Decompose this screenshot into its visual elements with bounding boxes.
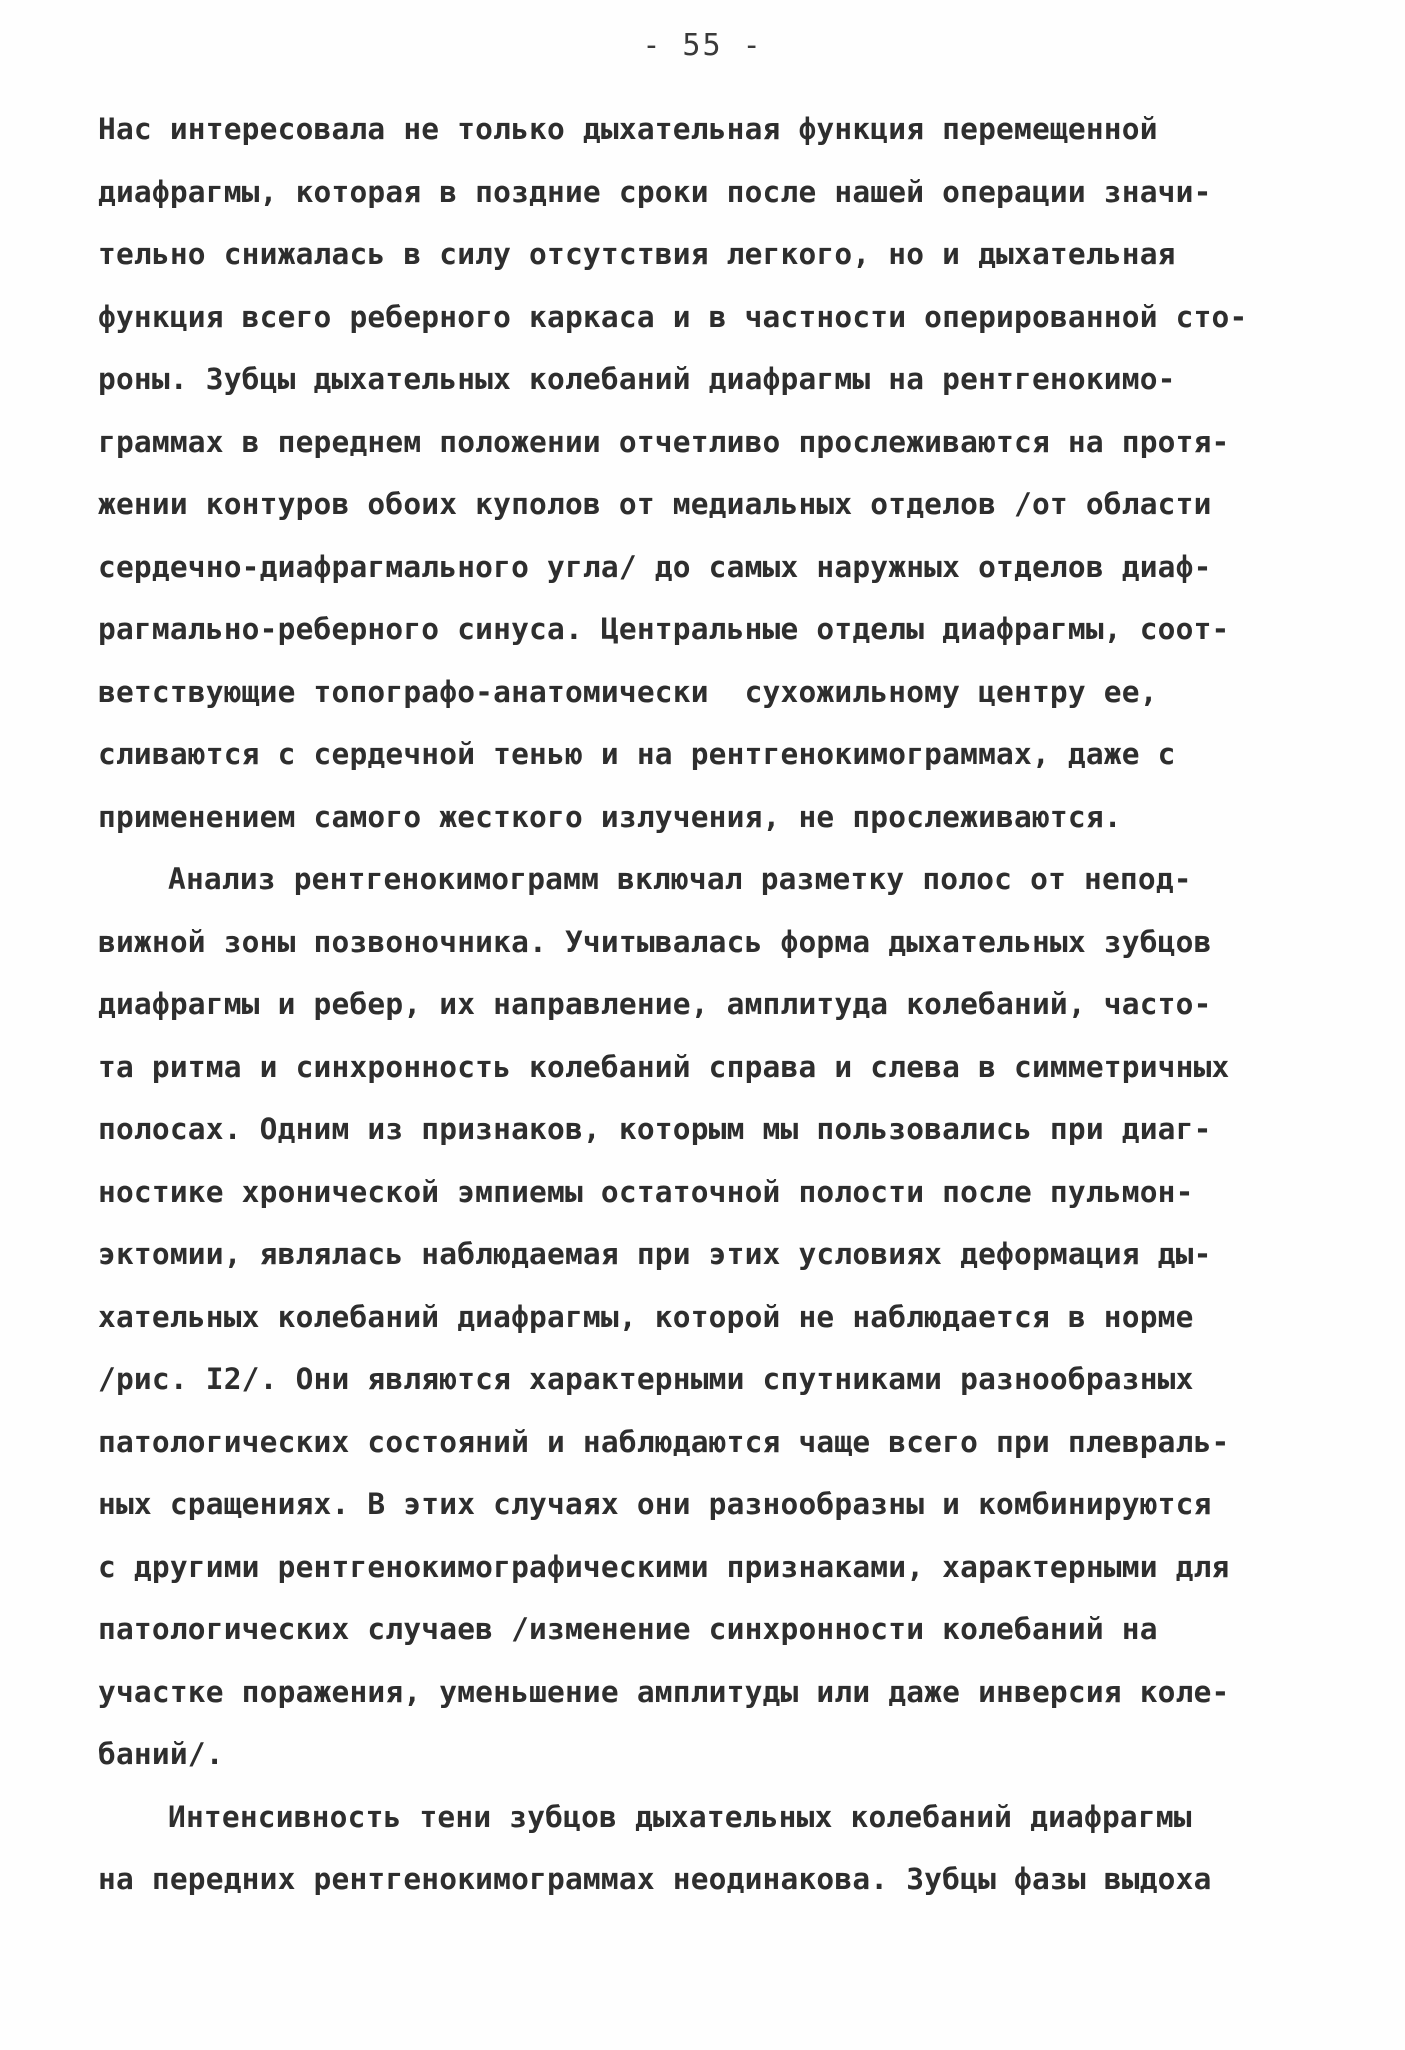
text-line: полосах. Одним из признаков, которым мы пользовались при диаг-	[98, 1112, 1212, 1146]
text-line: диафрагмы и ребер, их направление, амплитуда колебаний, часто-	[98, 987, 1212, 1021]
text-line: граммах в переднем положении отчетливо прослеживаются на протя-	[98, 424, 1230, 459]
text-line: /рис. I2/. Они являются характерными спутниками разнообразных	[98, 1362, 1194, 1396]
text-line: тельно снижалась в силу отсутствия легкого, но и дыхательная	[98, 237, 1176, 271]
text-line: баний/.	[98, 1737, 224, 1771]
body-text	[98, 98, 1338, 1911]
text-line: роны. Зубцы дыхательных колебаний диафрагмы на рентгенокимо-	[98, 362, 1176, 396]
text-line: с другими рентгенокимографическими признаками, характерными для	[98, 1549, 1230, 1584]
text-line: функция всего реберного каркаса и в частности оперированной сто-	[98, 299, 1248, 334]
text-line: Интенсивность тени зубцов дыхательных колебаний диафрагмы	[168, 1799, 1192, 1834]
text-line: патологических случаев /изменение синхронности колебаний на	[98, 1612, 1158, 1646]
text-line: ветствующие топографо-анатомически сухожильному центру ее,	[98, 674, 1158, 709]
text-line: применением самого жесткого излучения, не прослеживаются.	[98, 799, 1122, 834]
text-line: патологических состояний и наблюдаются чаще всего при плевраль-	[98, 1424, 1230, 1459]
text-line: на передних рентгенокимограммах неодинакова. Зубцы фазы выдоха	[98, 1862, 1212, 1896]
text-line: вижной зоны позвоночника. Учитывалась форма дыхательных зубцов	[98, 924, 1212, 959]
text-line: Анализ рентгенокимограмм включал разметку полос от непод-	[168, 862, 1192, 896]
text-line: Нас интересовала не только дыхательная функция перемещенной	[98, 112, 1158, 146]
text-line: рагмально-реберного синуса. Центральные отделы диафрагмы, соот-	[98, 612, 1230, 646]
text-line: участке поражения, уменьшение амплитуды или даже инверсия коле-	[98, 1674, 1230, 1709]
text-line: сливаются с сердечной тенью и на рентгенокимограммах, даже с	[98, 737, 1176, 771]
text-line: хательных колебаний диафрагмы, которой не наблюдается в норме	[98, 1299, 1194, 1334]
text-line: жении контуров обоих куполов от медиальных отделов /от области	[98, 487, 1212, 521]
text-line: ных сращениях. В этих случаях они разнообразны и комбинируются	[98, 1487, 1212, 1521]
text-line: ностике хронической эмпиемы остаточной полости после пульмон-	[98, 1174, 1194, 1209]
text-line: эктомии, являлась наблюдаемая при этих условиях деформация ды-	[98, 1237, 1212, 1271]
text-line: та ритма и синхронность колебаний справа и слева в симметричных	[98, 1049, 1230, 1084]
text-line: сердечно-диафрагмального угла/ до самых наружных отделов диаф-	[98, 549, 1212, 584]
page-number: - 55 -	[642, 28, 763, 63]
text-line: диафрагмы, которая в поздние сроки после нашей операции значи-	[98, 174, 1212, 209]
